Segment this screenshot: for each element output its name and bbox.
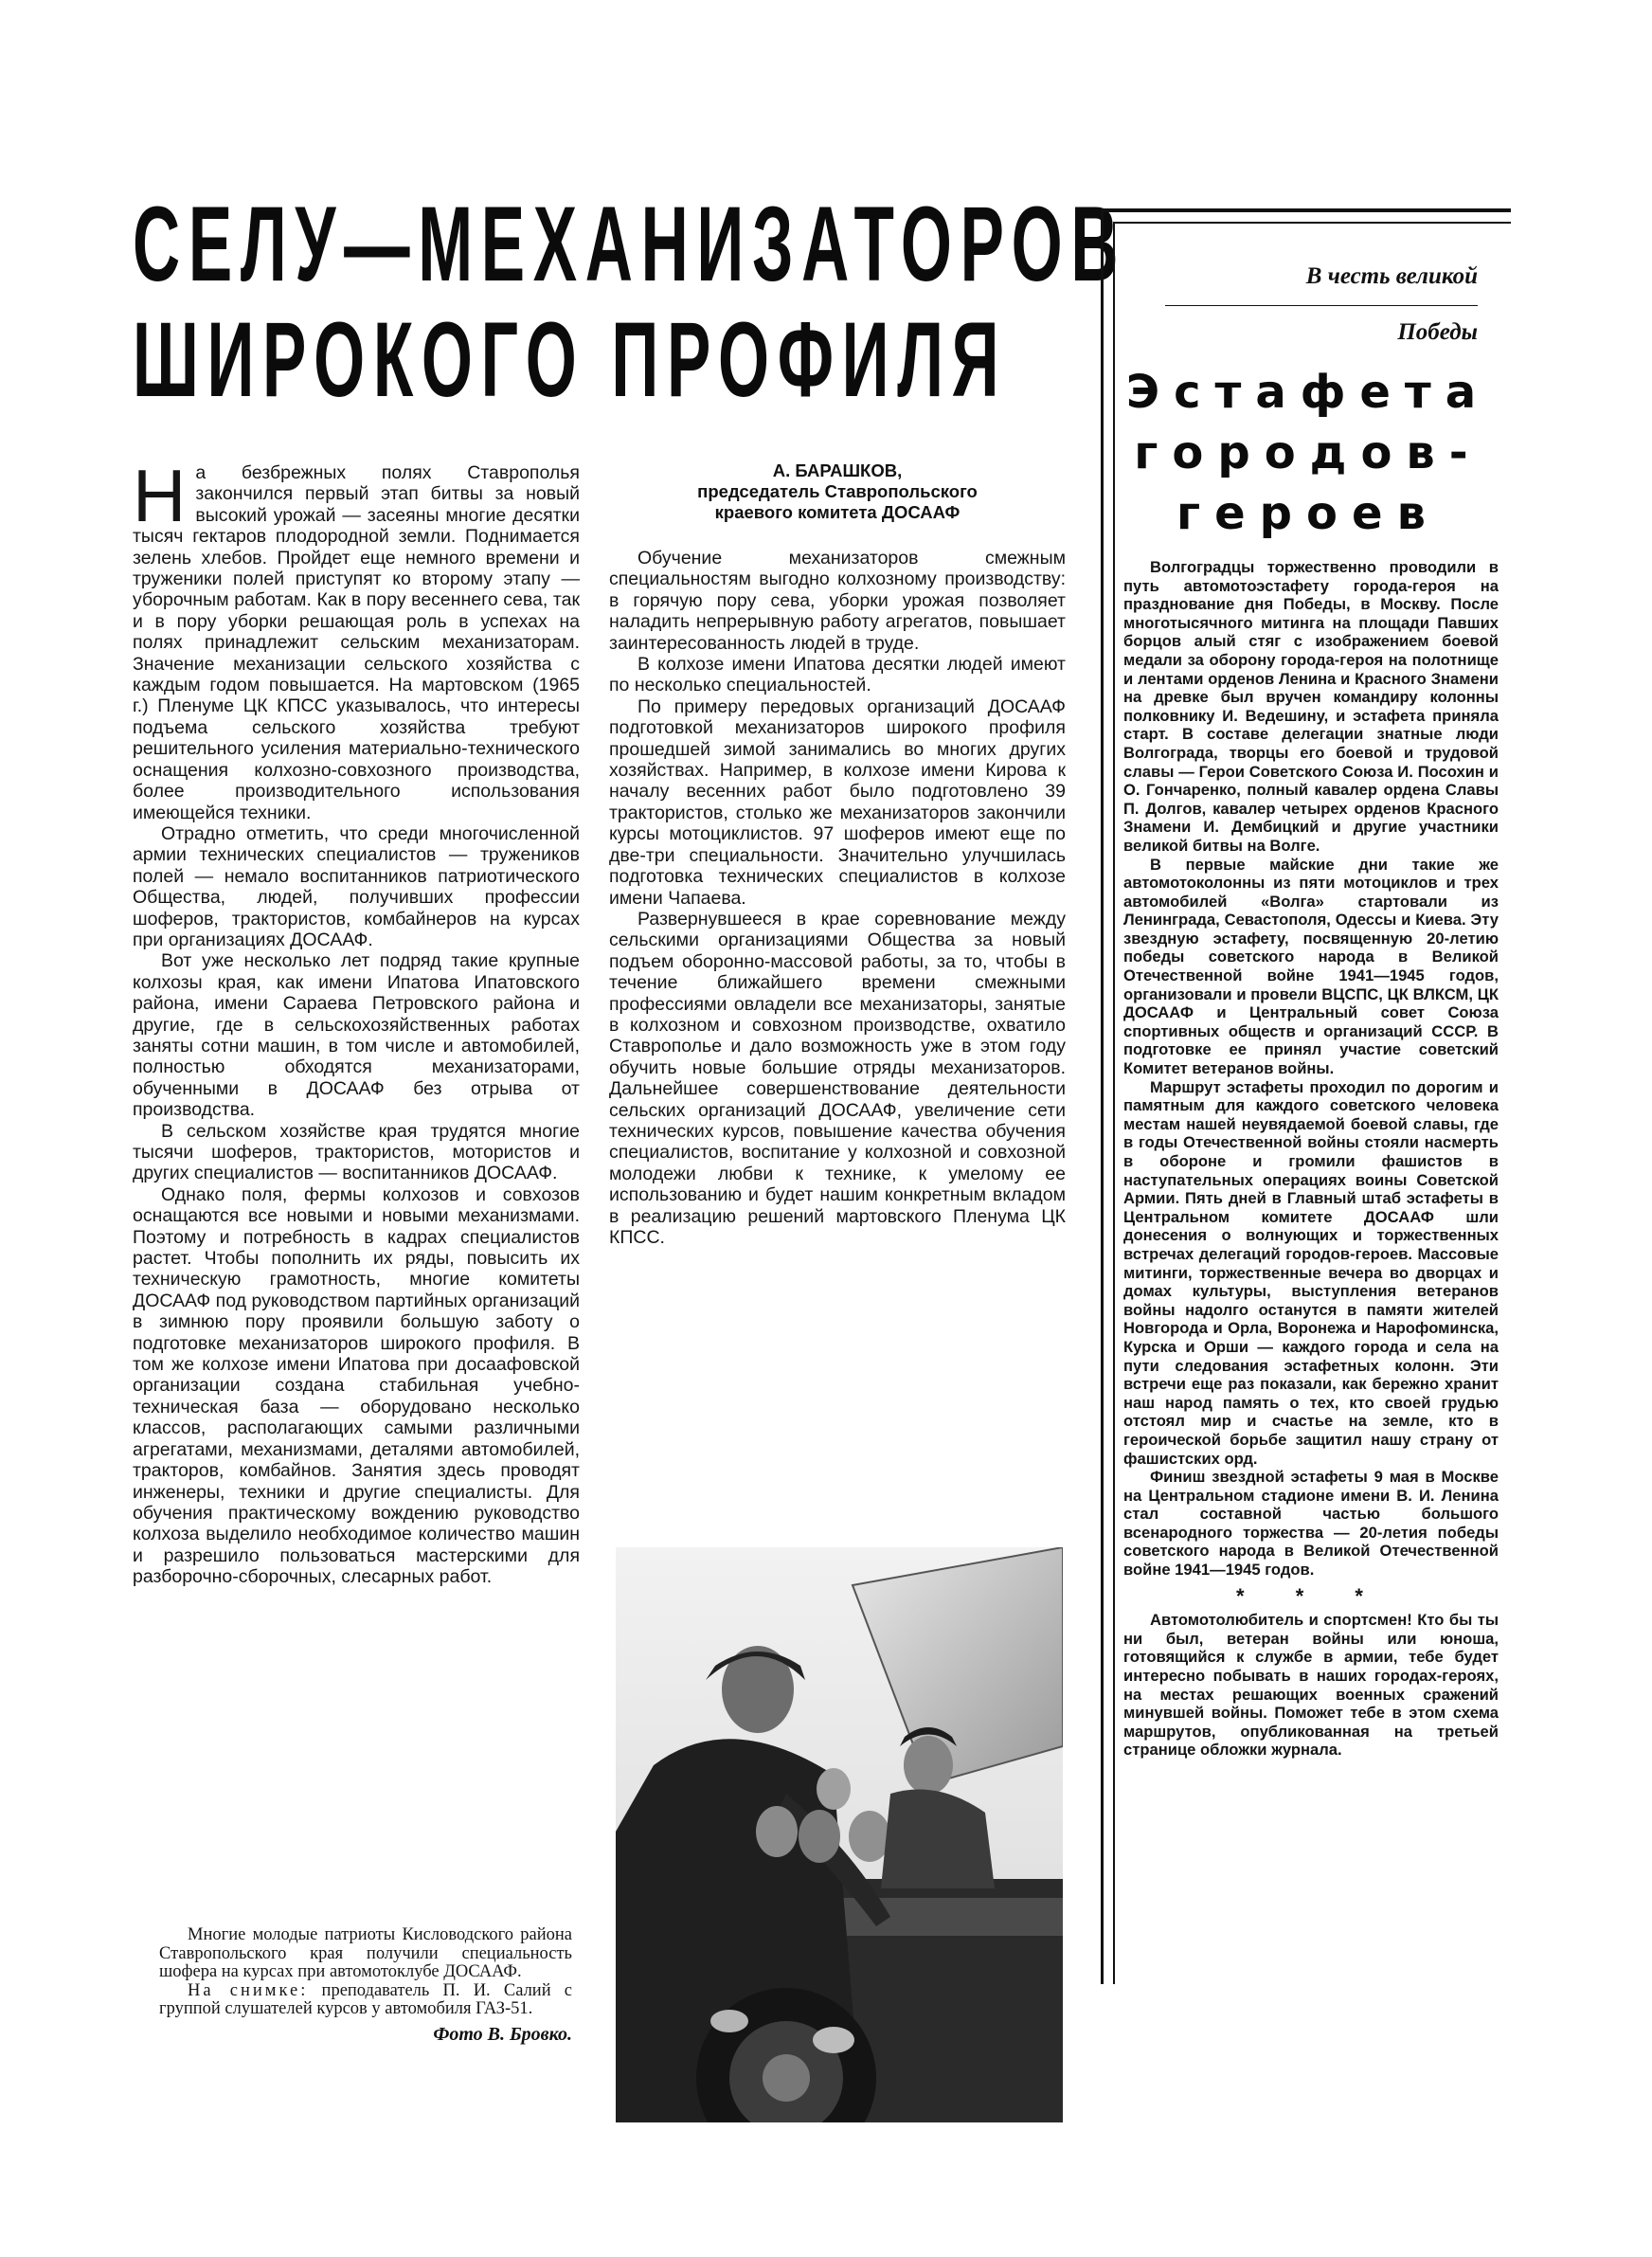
article-paragraph: Вот уже несколько лет подряд такие крупные колхозы края, как имени Ипатова Ипатовского района, имени Сараева Петровского района и другие, где в сельскохозяйственных работах заняты сотни машин, в том числе и автомобилей, полностью обходятся механизаторами, обученными в ДОСААФ без отрыва от производства. [133,950,580,1121]
rubric-line-1: В честь великой [1165,252,1478,306]
sidebar-rubric [1165,252,1478,357]
article-paragraph: В колхозе имени Ипатова десятки людей имеют по несколько специальностей. [609,654,1066,696]
photo-mechanics-car [616,1547,1063,2122]
photo-caption [159,1926,572,2019]
article-paragraph: Обучение механизаторов смежным специальностям выгодно колхозному производству: в горячую пору сева, уборки урожая позволяет наладить непрерывную работу агрегатов, повышает заинтересованность людей в труде. [609,548,1066,654]
byline [609,460,1066,523]
sidebar-text [1123,558,1499,1760]
article-paragraph: В сельском хозяйстве края трудятся многие тысячи шоферов, трактористов, мотористов и других специалистов — воспитанников ДОСААФ. [133,1120,580,1184]
sidebar-title: Эстафета городов-героев [1125,366,1491,540]
sidebar-paragraph: В первые майские дни такие же автомотоколонны из пяти мотоциклов и трех автомобилей «Волга» стартовали из Ленинграда, Севастополя, Одессы и Киева. Эту звездную эстафету, посвященную 20-летию победы советского народа в Великой Отечественной войне 1941—1945 годов, организовали и провели ВЦСПС, ЦК ВЛКСМ, ЦК ДОСААФ и Центральный совет Союза спортивных обществ и организаций СССР. В подготовке ее принял участие советский Комитет ветеранов войны. [1123,855,1499,1078]
article-paragraph: Развернувшееся в крае соревнование между сельскими организациями Общества за новый подъем оборонно-массовой работы, за то, чтобы в течение ближайшего времени смежными профессиями овладели все механизаторы, занятые в колхозном и совхозном производстве, охватило Ставрополье и дало возможность уже в этом году обучить новые большие отряды механизаторов. Дальнейшее совершенствование деятельности сельских организаций ДОСААФ, увеличение сети технических курсов, повышение качества обучения специалистов, воспитание у колхозной и совхозной молодежи любви к технике, к умелому ее использованию и будет нашим конкретным вкладом в реализацию решений мартовского Пленума ЦК КПСС. [609,908,1066,1248]
article-paragraph: Отрадно отметить, что среди многочисленной армии технических специалистов — тружеников полей — немало воспитанников патриотического Общества, людей, получивших профессии шоферов, трактористов, комбайнеров на курсах при организациях ДОСААФ. [133,822,580,950]
sidebar-paragraph: Финиш звездной эстафеты 9 мая в Москве на Центральном стадионе имени В. И. Ленина стал составной частью большого всенародного торжества — 20-летия победы советского народа в Великой Отечественной войне 1941—1945 годов. [1123,1468,1499,1580]
byline-position: председатель Ставропольского краевого комитета ДОСААФ [697,481,978,522]
caption-text: Многие молодые патриоты Кисловодского района Ставропольского края получили специальность шофера на курсах при автомотоклубе ДОСААФ. [159,1925,572,1982]
article-paragraph: На безбрежных полях Ставрополья закончился первый этап битвы за новый высокий урожай — засеяны многие десятки тысяч гектаров плодородной земли. Поднимается зелень хлебов. Пройдет еще немного времени и труженики полей приступят ко второму этапу — уборочным работам. Как в пору весеннего сева, так и в пору уборки решающая роль в успехах на полях принадлежит сельским механизаторам. Значение механизации сельского хозяйства с каждым годом повышается. На мартовском (1965 г.) Пленуме ЦК КПСС указывалось, что интересы подъема сельского хозяйства требуют решительного усиления материально-технического оснащения колхозно-совхозного производства, более производительного использования имеющейся техники. [133,454,580,823]
sidebar-paragraph: Маршрут эстафеты проходил по дорогим и памятным для каждого советского человека местам нашей неувядаемой боевой славы, где в годы Отечественной войны стояли насмерть в обороне и громили фашистов в наступательных операциях воины Советской Армии. Пять дней в Главный штаб эстафеты в Центральном комитете ДОСААФ шли донесения о волнующих и торжественных встречах делегаций городов-героев. Массовые митинги, торжественные вечера во дворцах и домах культуры, выступления ветеранов войны надолго останутся в памяти жителей Новгорода и Орла, Воронежа и Нарофоминска, Курска и Орши — каждого города и села на пути следования эстафетных колонн. Эти встречи еще раз показали, как бережно хранит наш народ память о тех, кто своей грудью отстоял мир и счастье на земле, кто в героической борьбе защитил нашу страну от фашистских орд. [1123,1077,1499,1468]
rubric-line-2: Победы [1397,319,1478,345]
photo-illustration [616,1547,1063,2122]
caption-snimke: На снимке: преподаватель П. И. Салий с группой слушателей курсов у автомобиля ГАЗ-51. [159,1980,573,2019]
byline-author: А. БАРАШКОВ, [772,460,903,480]
headline-line-2: ШИРОКОГО ПРОФИЛЯ [133,300,1008,419]
section-divider-stars: * * * [1236,1583,1386,1608]
article-column-1 [133,454,580,1588]
article-column-2 [609,548,1066,1248]
article-paragraph: По примеру передовых организаций ДОСААФ подготовкой механизаторов широкого профиля прошедшей зимой занимались во многих других хозяйствах. Например, в колхозе имени Кирова к началу весенних работ было подготовлено 39 трактористов, столько же механизаторов закончили курсы мотоциклистов. 97 шоферов имеют еще по две-три специальности. Значительно улучшилась подготовка технических специалистов в колхозе имени Чапаева. [609,695,1066,909]
drop-cap: Н [133,454,187,537]
article-paragraph: Однако поля, фермы колхозов и совхозов оснащаются все новыми и новыми механизмами. Поэтому и потребность в кадрах специалистов растет. Чтобы пополнить их ряды, повысить их техническую грамотность, многие комитеты ДОСААФ под руководством партийных организаций в зимнюю пору проявили большую заботу о подготовке механизаторов широкого профиля. В том же колхозе имени Ипатова при досаафовской организации создана стабильная учебно-техническая база — оборудовано несколько классов, располагающих самыми различными агрегатами, механизмами, деталями автомобилей, тракторов, комбайнов. Занятия здесь проводят инженеры, техники и другие специалисты. Для обучения практическому вождению руководство колхоза выделило необходимое количество машин и разрешило пользоваться мастерскими для разборочно-сборочных, слесарных работ. [133,1183,580,1588]
headline-line-1: СЕЛУ—МЕХАНИЗАТОРОВ [133,185,1127,303]
photo-credit: Фото В. Бровко. [433,2024,572,2045]
sidebar-closing: Автомотолюбитель и спортсмен! Кто бы ты ни был, ветеран войны или юноша, готовящийся к службе в армии, тебе будет интересно побывать в наших городах-героях, на местах решающих военных сражений минувшей войны. Поможет тебе в этом схема маршрутов, опубликованная на третьей странице обложки журнала. [1123,1611,1499,1760]
sidebar-paragraph: Волгоградцы торжественно проводили в путь автомотоэстафету города-героя на празднование дня Победы, в Москву. После многотысячного митинга на площади Павших борцов алый стяг с изображением боевой медали за оборону города-героя на полотнище и лентами орденов Ленина и Красного Знамени на древке был вручен командиру колонны полковнику И. Ведешину, и эстафета приняла старт. В составе делегации знатные люди Волгограда, творцы его боевой и трудовой славы — Герои Советского Союза И. Посохин и О. Гончаренко, полный кавалер ордена Славы П. Долгов, кавалер четырех орденов Красного Знамени И. Дембицкий и другие участники великой битвы на Волге. [1123,558,1499,855]
